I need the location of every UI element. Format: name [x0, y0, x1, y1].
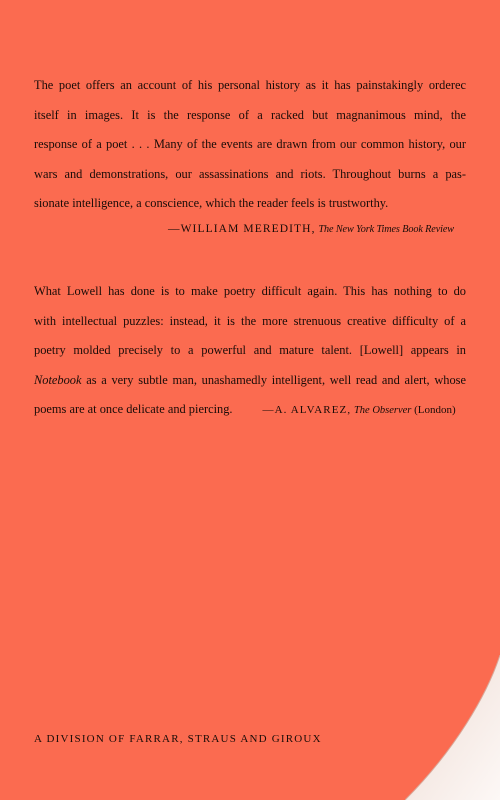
publisher-imprint: A DIVISION OF FARRAR, STRAUS AND GIROUX — [34, 733, 322, 745]
review-line-text: poems are at once delicate and piercing. — [34, 402, 233, 416]
publication-title: The Observer — [353, 405, 412, 416]
attribution-alvarez — [263, 404, 456, 416]
attribution-meredith — [168, 223, 471, 235]
review-line: sionate intelligence, a conscience, which the reader feels is trustworthy. — [34, 196, 389, 210]
page-curl-edge — [405, 655, 500, 800]
publication-place: (London) — [414, 404, 456, 416]
review-line — [34, 366, 466, 396]
review-line: wars and demonstrations, our assassinations and riots. Throughout burns a pas- — [34, 166, 466, 181]
review-line-last — [34, 395, 466, 426]
page-curl — [405, 655, 500, 800]
review-line: response of a poet . . . Many of the events are drawn from our common history, our — [34, 137, 466, 151]
review-line: The poet offers an account of his personal history as it has painstakingly orderec — [34, 78, 466, 92]
review-alvarez — [34, 277, 466, 426]
reviewer-name: —A. ALVAREZ, — [262, 404, 352, 416]
review-line: with intellectual puzzles: instead, it is the more strenuous creative difficulty of a — [34, 313, 466, 328]
book-title: Notebook — [34, 372, 82, 387]
review-line: poetry molded precisely to a powerful and mature talent. [Lowell] appears in — [34, 343, 466, 357]
review-line: What Lowell has done is to make poetry difficult again. This has nothing to do — [34, 284, 466, 298]
review-line-rest: as a very subtle man, unashamedly intelligent, well read and alert, whose — [81, 372, 466, 387]
page-curl-shape — [405, 655, 500, 800]
review-meredith — [34, 71, 466, 219]
review-line: itself in images. It is the response of a racked but magnanimous mind, the — [34, 107, 466, 122]
publication-title: The New York Times Book Review — [318, 224, 454, 235]
reviewer-name: —WILLIAM MEREDITH, — [168, 223, 316, 235]
